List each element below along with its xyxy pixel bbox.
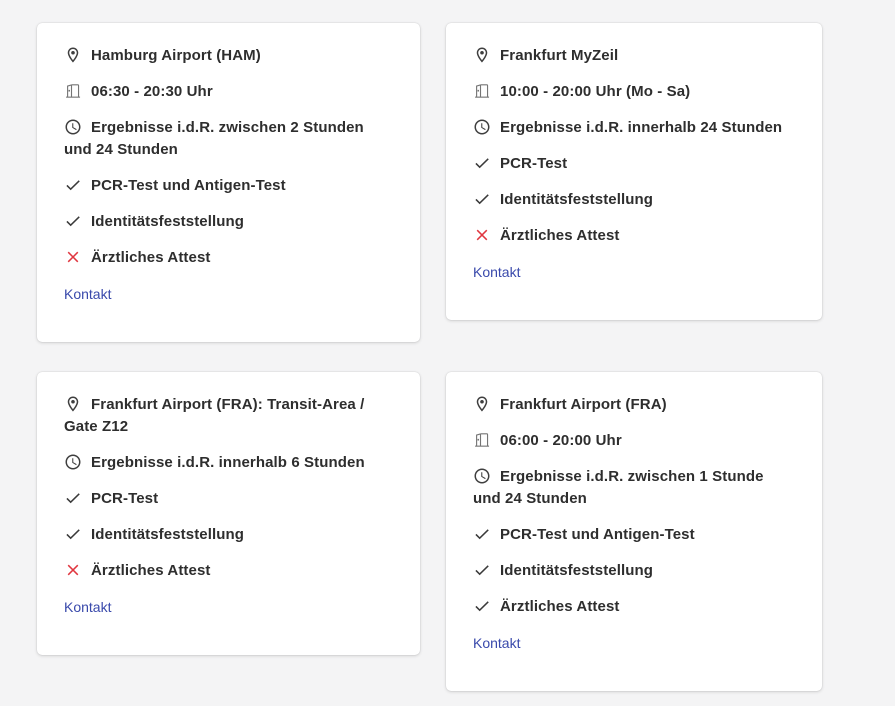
results-row bbox=[64, 117, 393, 161]
location-label: Hamburg Airport (HAM) bbox=[91, 47, 261, 64]
check-icon bbox=[473, 154, 491, 172]
feature-label: Ärztliches Attest bbox=[500, 227, 620, 244]
feature-row bbox=[473, 560, 795, 582]
check-icon bbox=[473, 561, 491, 579]
feature-label: Identitätsfeststellung bbox=[500, 562, 654, 579]
feature-row bbox=[473, 189, 795, 211]
clock-icon bbox=[473, 467, 491, 485]
clock-icon bbox=[64, 118, 82, 136]
feature-label: PCR-Test bbox=[500, 155, 568, 172]
hours-row bbox=[64, 81, 393, 103]
feature-label: Ärztliches Attest bbox=[500, 598, 620, 615]
contact-link[interactable]: Kontakt bbox=[64, 599, 112, 615]
location-row bbox=[473, 45, 795, 67]
feature-row bbox=[64, 247, 393, 269]
feature-label: PCR-Test bbox=[91, 490, 159, 507]
map-pin-icon bbox=[473, 46, 491, 64]
location-row bbox=[64, 45, 393, 67]
contact-link[interactable]: Kontakt bbox=[473, 264, 521, 280]
hours-label: 06:00 - 20:00 Uhr bbox=[500, 432, 622, 449]
location-label: Frankfurt Airport (FRA) bbox=[500, 396, 667, 413]
check-icon bbox=[64, 489, 82, 507]
check-icon bbox=[64, 212, 82, 230]
hours-label: 06:30 - 20:30 Uhr bbox=[91, 83, 213, 100]
map-pin-icon bbox=[473, 395, 491, 413]
door-open-icon bbox=[64, 82, 82, 100]
test-center-card bbox=[446, 23, 822, 320]
results-label: Ergebnisse i.d.R. innerhalb 24 Stunden bbox=[500, 119, 783, 136]
results-row bbox=[64, 452, 393, 474]
feature-row bbox=[473, 225, 795, 247]
feature-row bbox=[64, 524, 393, 546]
hours-row bbox=[473, 81, 795, 103]
check-icon bbox=[64, 525, 82, 543]
check-icon bbox=[473, 525, 491, 543]
feature-label: Identitätsfeststellung bbox=[91, 526, 245, 543]
location-row bbox=[64, 394, 393, 438]
test-center-card bbox=[37, 372, 420, 655]
location-row bbox=[473, 394, 795, 416]
feature-label: PCR-Test und Antigen-Test bbox=[500, 526, 695, 543]
feature-label: Ärztliches Attest bbox=[91, 562, 211, 579]
door-open-icon bbox=[473, 431, 491, 449]
clock-icon bbox=[473, 118, 491, 136]
results-label: Ergebnisse i.d.R. zwischen 1 Stunde und 24 Stunden bbox=[473, 468, 764, 507]
hours-row bbox=[473, 430, 795, 452]
results-row bbox=[473, 466, 795, 510]
location-label: Frankfurt MyZeil bbox=[500, 47, 619, 64]
map-pin-icon bbox=[64, 395, 82, 413]
feature-row bbox=[64, 211, 393, 233]
feature-row bbox=[64, 488, 393, 510]
feature-row bbox=[64, 175, 393, 197]
results-row bbox=[473, 117, 795, 139]
door-open-icon bbox=[473, 82, 491, 100]
feature-label: Identitätsfeststellung bbox=[500, 191, 654, 208]
feature-label: PCR-Test und Antigen-Test bbox=[91, 177, 286, 194]
feature-row bbox=[473, 524, 795, 546]
results-label: Ergebnisse i.d.R. innerhalb 6 Stunden bbox=[91, 454, 365, 471]
feature-row bbox=[473, 153, 795, 175]
x-icon bbox=[64, 561, 82, 579]
check-icon bbox=[473, 597, 491, 615]
contact-link[interactable]: Kontakt bbox=[473, 635, 521, 651]
hours-label: 10:00 - 20:00 Uhr (Mo - Sa) bbox=[500, 83, 691, 100]
feature-row bbox=[64, 560, 393, 582]
feature-row bbox=[473, 596, 795, 618]
map-pin-icon bbox=[64, 46, 82, 64]
clock-icon bbox=[64, 453, 82, 471]
location-label: Frankfurt Airport (FRA): Transit-Area / Gate Z12 bbox=[64, 396, 365, 435]
check-icon bbox=[64, 176, 82, 194]
test-center-card bbox=[446, 372, 822, 691]
test-center-card bbox=[37, 23, 420, 342]
feature-label: Identitätsfeststellung bbox=[91, 213, 245, 230]
check-icon bbox=[473, 190, 491, 208]
x-icon bbox=[473, 226, 491, 244]
results-label: Ergebnisse i.d.R. zwischen 2 Stunden und 24 Stunden bbox=[64, 119, 364, 158]
contact-link[interactable]: Kontakt bbox=[64, 286, 112, 302]
x-icon bbox=[64, 248, 82, 266]
feature-label: Ärztliches Attest bbox=[91, 249, 211, 266]
